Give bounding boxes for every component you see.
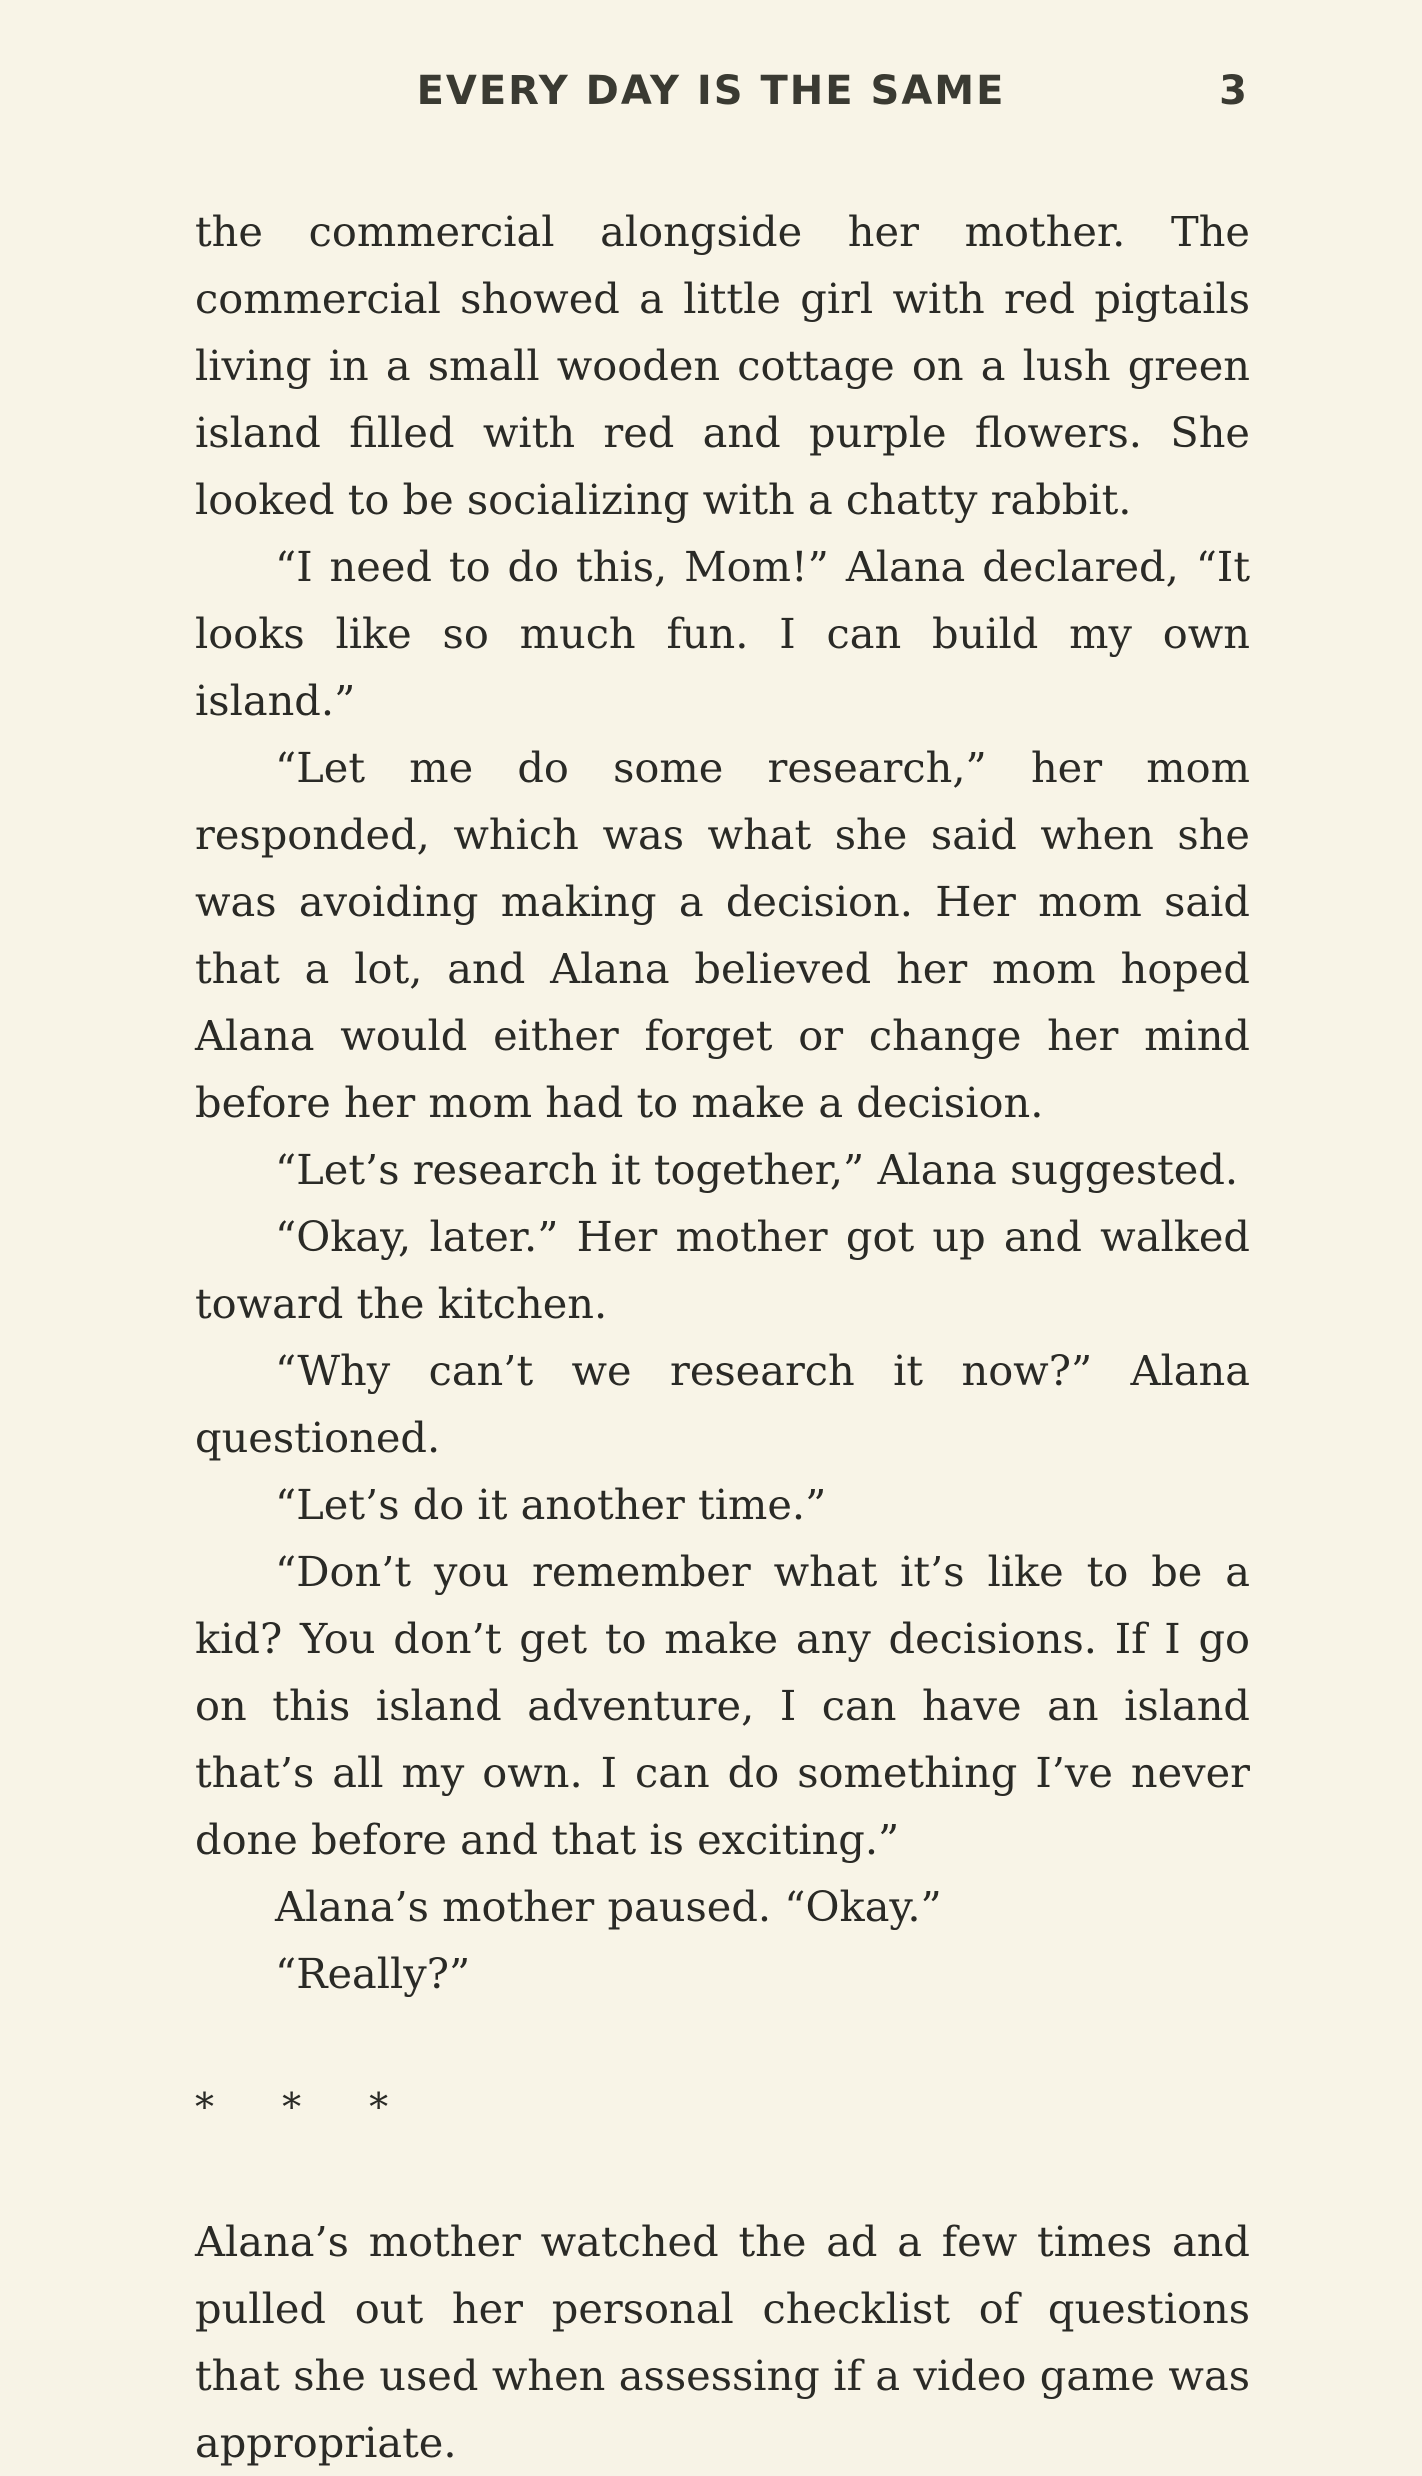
paragraph: “Why can’t we research it now?” Alana questioned.: [195, 1346, 1250, 1462]
page-number: 3: [1219, 68, 1247, 114]
paragraph: “Don’t you remember what it’s like to be a kid? You don’t get to make any decisions. If I go on this island adventure, I can have an island that’s all my own. I can do something I’ve never done before and that is exciting.”: [195, 1547, 1250, 1864]
paragraph: the commercial alongside her mother. The commercial showed a little girl with red pigtails living in a small wooden cottage on a lush green island filled with red and purple flowers. She looked to be socializing with a chatty rabbit.: [195, 207, 1250, 524]
paragraph: “Let’s do it another time.”: [275, 1480, 827, 1529]
running-title: EVERY DAY IS THE SAME: [416, 68, 1006, 114]
paragraph: “Really?”: [275, 1949, 471, 1998]
paragraph: “Okay, later.” Her mother got up and walked toward the kitchen.: [195, 1212, 1250, 1328]
body-text: [195, 198, 1250, 2476]
paragraph: “Let’s research it together,” Alana suggested.: [275, 1145, 1239, 1194]
paragraph: Alana’s mother paused. “Okay.”: [275, 1882, 942, 1931]
running-head: [0, 68, 1422, 128]
paragraph: Alana’s mother watched the ad a few times and pulled out her personal checklist of questions that she used when assessing if a video game was appropriate.: [195, 2217, 1250, 2467]
paragraph: “Let me do some research,” her mom responded, which was what she said when she was avoiding making a decision. Her mom said that a lot, and Alana believed her mom hoped Alana would either forget or change her mind before her mom had to make a decision.: [195, 743, 1250, 1127]
scene-break: * * *: [195, 2085, 417, 2129]
paragraph: “I need to do this, Mom!” Alana declared, “It looks like so much fun. I can build my own island.”: [195, 542, 1250, 725]
